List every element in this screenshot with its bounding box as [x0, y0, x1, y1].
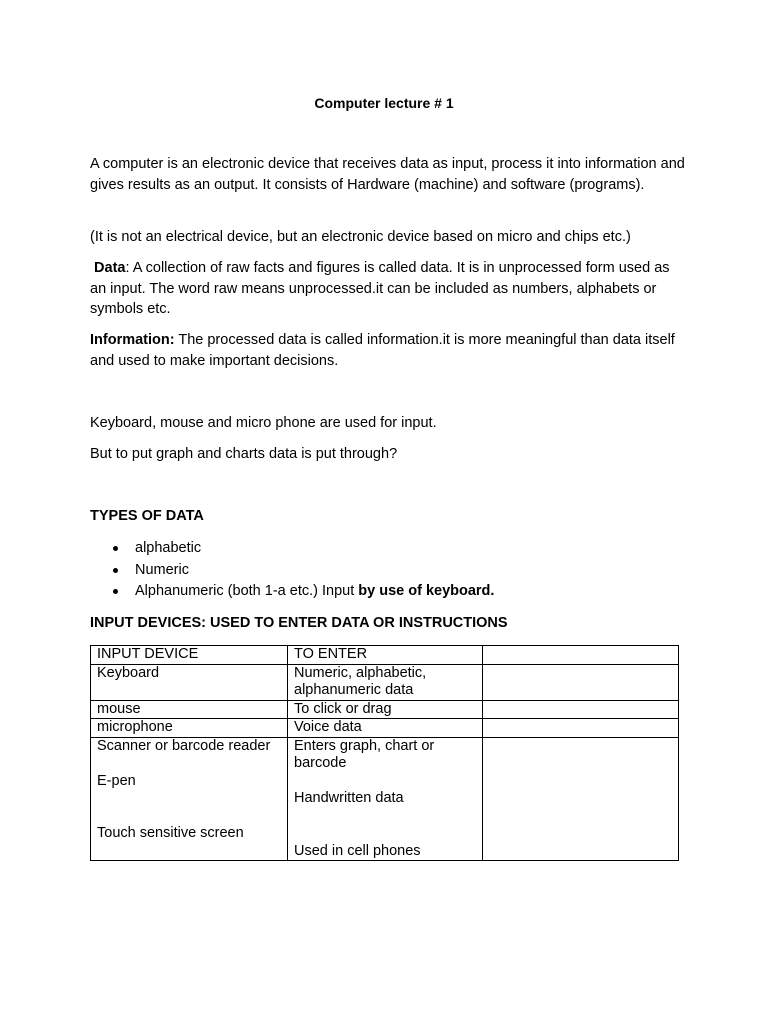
information-term: Information:	[90, 332, 175, 348]
types-heading: TYPES OF DATA	[90, 508, 204, 524]
data-definition: : A collection of raw facts and figures is called data. It is in unprocessed form used as an input. The word raw means unprocessed.it can be included as numbers, alphabets or symbols etc.	[90, 260, 670, 318]
header-cell	[483, 646, 679, 665]
information-definition-paragraph	[90, 330, 686, 371]
empty-cell	[483, 700, 679, 719]
note-paragraph: (It is not an electrical device, but an electronic device based on micro and chips etc.)	[90, 229, 631, 245]
enter-text: Used in cell phones	[294, 842, 421, 859]
table-row	[91, 737, 679, 861]
enter-text: Enters graph, chart or	[294, 737, 435, 754]
table-row	[91, 664, 679, 700]
enter-text: barcode	[294, 755, 347, 771]
list-item-text: alphabetic	[135, 540, 202, 556]
empty-cell	[483, 664, 679, 700]
table-header-row	[91, 646, 679, 665]
device-cell: mouse	[91, 700, 288, 719]
bullet-icon	[113, 568, 118, 573]
list-item	[90, 581, 686, 603]
header-cell: TO ENTER	[288, 646, 483, 665]
types-list	[90, 538, 686, 603]
page-title: Computer lecture # 1	[314, 95, 454, 111]
list-item	[90, 560, 686, 582]
device-text: Scanner or barcode reader	[97, 737, 271, 754]
header-cell: INPUT DEVICE	[91, 646, 288, 665]
enter-cell	[288, 664, 483, 700]
data-term: Data	[94, 260, 126, 276]
input-line: Keyboard, mouse and micro phone are used for input.	[90, 415, 437, 431]
device-cell	[91, 737, 288, 861]
table-row	[91, 700, 679, 719]
question-line: But to put graph and charts data is put through?	[90, 446, 398, 462]
bullet-icon	[113, 589, 118, 594]
empty-cell	[483, 737, 679, 861]
intro-paragraph: A computer is an electronic device that receives data as input, process it into information and gives results as an output. It consists of Hardware (machine) and software (programs).	[90, 156, 685, 193]
data-definition-paragraph	[90, 258, 686, 320]
enter-text: Handwritten data	[294, 790, 404, 806]
empty-cell	[483, 719, 679, 738]
list-item-bold-text: by use of keyboard.	[358, 583, 495, 599]
enter-text: alphanumeric data	[294, 682, 414, 698]
device-cell: microphone	[91, 719, 288, 738]
enter-cell: To click or drag	[288, 700, 483, 719]
list-item-text: Numeric	[135, 561, 189, 578]
list-item-text: Alphanumeric (both 1-a etc.) Input	[135, 583, 359, 599]
enter-cell	[288, 737, 483, 861]
list-item	[90, 538, 686, 560]
table-row	[91, 719, 679, 738]
information-definition: The processed data is called information.it is more meaningful than data itself and used to make important decisions.	[90, 332, 675, 369]
device-text: Touch sensitive screen	[97, 825, 244, 841]
device-cell: Keyboard	[91, 664, 288, 700]
device-text: E-pen	[97, 772, 136, 789]
input-devices-table	[90, 645, 679, 861]
devices-heading: INPUT DEVICES: USED TO ENTER DATA OR INSTRUCTIONS	[90, 615, 508, 631]
bullet-icon	[113, 546, 118, 551]
enter-cell: Voice data	[288, 719, 483, 738]
enter-text: Numeric, alphabetic,	[294, 664, 427, 681]
